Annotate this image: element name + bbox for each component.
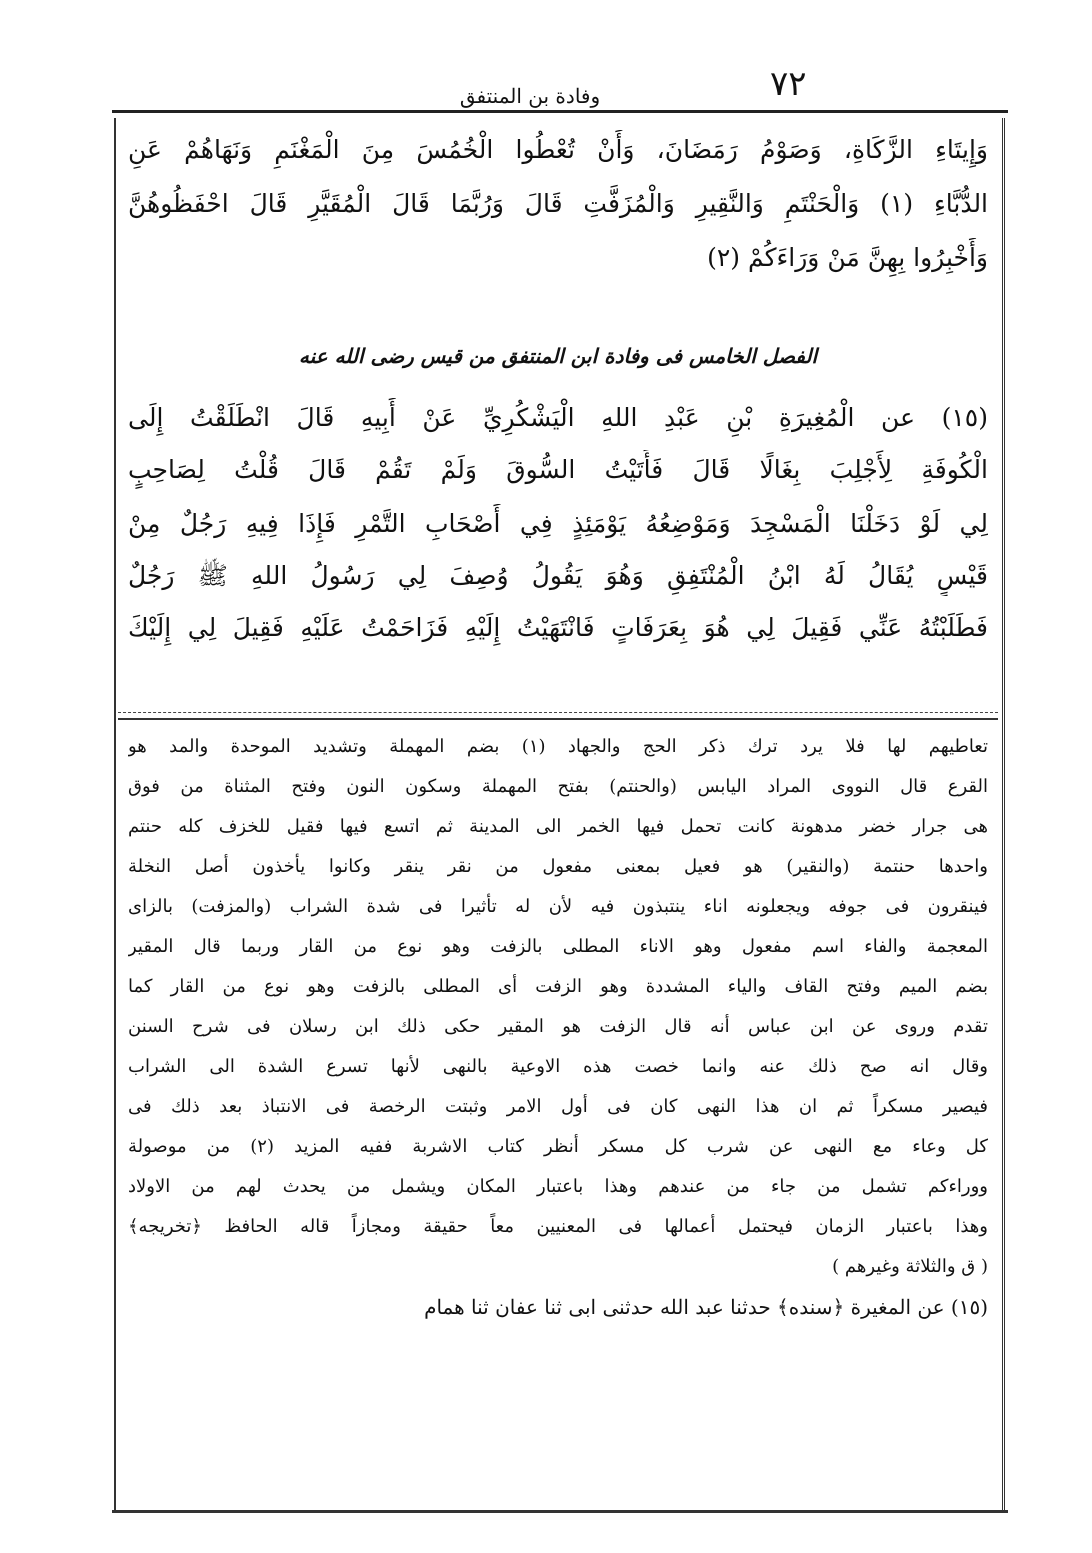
footnote-line: ووراءكم تشمل من جاء من عندهم وهذا باعتبار المكان ويشمل من يحدث لهم من الاولاد <box>128 1176 988 1197</box>
page-number: ٧٢ <box>770 64 807 104</box>
main-text-line: الْكُوفَةِ لِأَجْلِبَ بِغَالًا قَالَ فَأَتَيْتُ السُّوقَ وَلَمْ تَقُمْ قَالَ قُلْتُ لِصَاحِبٍ <box>128 455 988 484</box>
top-rule <box>112 110 1008 113</box>
footnote-line: فيصير مسكراً ثم ان هذا النهى كان فى أول الامر وثبتت الرخصة فى الانتباذ بعد ذلك فى <box>128 1096 988 1117</box>
footnote-line: كل وعاء مع النهى عن شرب كل مسكر أنظر كتاب الاشربة ففيه المزيد (٢) من موصولة <box>128 1136 988 1157</box>
footnote-line: هى جرار خضر مدهونة كانت تحمل فيها الخمر الى المدينة ثم اتسع فيها فقيل للخزف كله حنتم <box>128 816 988 837</box>
main-text-line: لِي لَوْ دَخَلْنَا الْمَسْجِدَ وَمَوْضِعُهُ يَوْمَئِذٍ فِي أَصْحَابِ التَّمْرِ فَإِذَا فِيهِ رَجُلٌ مِنْ <box>128 509 988 538</box>
footnote-line: المعجمة والفاء اسم مفعول وهو الاناء المطلى بالزفت وهو نوع من القار وربما قال المقير <box>128 936 988 957</box>
footnote-line: ( ق والثلاثة وغيرهم ) <box>832 1256 988 1277</box>
main-text-line: قَيْسٍ يُقَالُ لَهُ ابْنُ الْمُنْتَفِقِ وَهُوَ يَقُولُ وُصِفَ لِي رَسُولُ اللهِ ﷺ رَجُلٌ <box>128 561 988 590</box>
main-text-line: فَطَلَبْتُهُ عَنِّي فَقِيلَ لِي هُوَ بِعَرَفَاتٍ فَانْتَهَيْتُ إِلَيْهِ فَزَاحَمْتُ عَلَيْهِ فَقِيلَ لِي إِلَيْكَ <box>128 613 988 642</box>
footnote-line: القرع قال النووى المراد اليابس (والحنتم) بفتح المهملة وسكون النون وفتح المثناة من فوق <box>128 776 988 797</box>
main-text-line: الدُّبَّاءِ (١) وَالْحَنْتَمِ وَالنَّقِيرِ وَالْمُزَفَّتِ قَالَ وَرُبَّمَا قَالَ الْمُقَيَّرِ قَالَ احْفَظُوهُنَّ <box>128 189 988 218</box>
main-text-line: (١٥) عن الْمُغِيرَةِ بْنِ عَبْدِ اللهِ الْيَشْكُرِيِّ عَنْ أَبِيهِ قَالَ انْطَلَقْتُ إِلَى <box>128 403 988 432</box>
footnote-line: تعاطيهم لها فلا يرد ترك ذكر الحج والجهاد (١) بضم المهملة وتشديد الموحدة والمد هو <box>128 736 988 757</box>
footnote-line: وهذا باعتبار الزمان فيحتمل أعمالها فى المعنيين معاً حقيقة ومجازاً قاله الحافظ ﴿تخريجه﴾ <box>128 1216 988 1237</box>
footnote-line: فينقرون فى جوفه ويجعلونه اناء ينتبذون فيه لأن له تأثيرا فى شدة الشراب (والمزفت) بالزاى <box>128 896 988 917</box>
section-heading: الفصل الخامس فى وفادة ابن المنتفق من قيس رضى الله عنه <box>298 344 818 368</box>
footnote-line: تقدم وروى عن ابن عباس أنه قال الزفت هو المقير حكى ذلك ابن رسلان فى شرح السنن <box>128 1016 988 1037</box>
footnote-divider <box>118 712 998 720</box>
footnote-line: وقال انه صح ذلك عنه وانما خصت هذه الاوعية بالنهى لأنها تسرع الشدة الى الشراب <box>128 1056 988 1077</box>
main-text-line: وَأَخْبِرُوا بِهِنَّ مَنْ وَرَاءَكُمْ (٢) <box>707 243 988 272</box>
main-text-line: وَإِيتَاءِ الزَّكَاةِ، وَصَوْمُ رَمَضَانَ، وَأَنْ تُعْطُوا الْخُمُسَ مِنَ الْمَغْنَمِ وَنَهَاهُمْ عَنِ <box>128 135 988 164</box>
bottom-rule <box>112 1510 1008 1513</box>
running-title: وفادة بن المنتفق <box>459 84 601 108</box>
footnote-line: (١٥) عن المغيرة ﴿سنده﴾ حدثنا عبد الله حدثنى ابى ثنا عفان ثنا همام <box>424 1295 988 1319</box>
footnote-line: بضم الميم وفتح القاف والياء المشددة وهو الزفت أى المطلى بالزفت وهو نوع من القار كما <box>128 976 988 997</box>
footnote-line: واحدها حنتمة (والنقير) هو فعيل بمعنى مفعول من نقر ينقر وكانوا يأخذون أصل النخلة <box>128 856 988 877</box>
